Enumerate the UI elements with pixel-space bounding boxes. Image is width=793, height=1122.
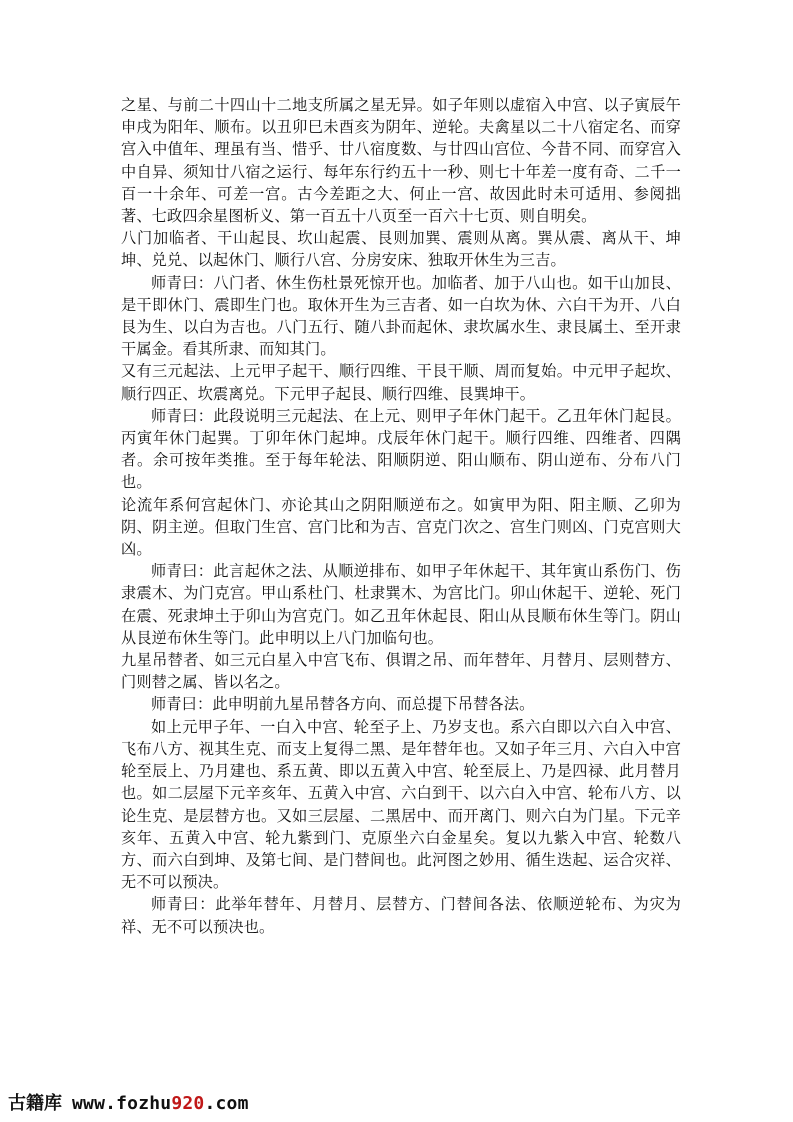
watermark-brand: 古籍库 [8,1093,62,1114]
watermark-url-suffix: .com [204,1093,249,1114]
paragraph-2: 八门加临者、干山起艮、坎山起震、艮则加巽、震则从离。巽从震、离从干、坤坤、兑兑、以起休门、顺行八宫、分房安床、独取开休生为三吉。 [121,229,681,270]
watermark-logo [8,1089,249,1115]
watermark-url-number: 920 [171,1093,205,1114]
watermark-url-prefix: www.fozhu [72,1093,172,1114]
paragraph-7-commentary: 师青曰：此言起休之法、从顺逆排布、如甲子年休起干、其年寅山系伤门、伤隶震木、为门克宫。甲山系杜门、杜隶巽木、为宫比门。卯山休起干、逆轮、死门在震、死隶坤土于卯山为宫克门。如乙丑年休起艮、阳山从艮顺布休生等门。阴山从艮逆布休生等门。此申明以上八门加临句也。 [121,562,681,647]
paragraph-9-commentary: 师青曰：此申明前九星吊替各方向、而总提下吊替各法。 [151,695,535,714]
paragraph-4: 又有三元起法、上元甲子起干、顺行四维、干艮干顺、周而复始。中元甲子起坎、顺行四正、坎震离兑。下元甲子起艮、顺行四维、艮巽坤干。 [121,362,681,403]
paragraph-1: 之星、与前二十四山十二地支所属之星无异。如子年则以虚宿入中宫、以子寅辰午申戌为阳年、顺布。以丑卯巳未酉亥为阴年、逆轮。夫禽星以二十八宿定名、而穿宫入中值年、理虽有当、惜乎、廿八宿度数、与廿四山宫位、今昔不同、而穿宫入中自异、须知廿八宿之运行、每年东行约五十一秒、则七十年差一度有奇、二千一百一十余年、可差一宫。古今差距之大、何止一宫、故因此时未可适用、参阅拙著、七政四余星图析义、第一百五十八页至一百六十七页、则自明矣。 [121,96,681,226]
watermark-url [72,1093,249,1114]
paragraph-11-commentary: 师青曰：此举年替年、月替月、层替方、门替间各法、依顺逆轮布、为灾为祥、无不可以预决也。 [121,895,681,936]
paragraph-8: 九星吊替者、如三元白星入中宫飞布、俱谓之吊、而年替年、月替月、层则替方、门则替之属、皆以名之。 [121,651,681,692]
paragraph-5-commentary: 师青曰：此段说明三元起法、在上元、则甲子年休门起干。乙丑年休门起艮。丙寅年休门起巽。丁卯年休门起坤。戊辰年休门起干。顺行四维、四维者、四隅者。余可按年类推。至于每年轮法、阳顺阴逆、阳山顺布、阴山逆布、分布八门也。 [121,406,681,492]
paragraph-3-commentary: 师青曰：八门者、休生伤杜景死惊开也。加临者、加于八山也。如干山加艮、是干即休门、震即生门也。取休开生为三吉者、如一白坎为休、六白干为开、八白艮为生、以白为吉也。八门五行、随八卦而起休、隶坎属水生、隶艮属土、至开隶干属金。看其所隶、而知其门。 [121,273,681,359]
paragraph-10: 如上元甲子年、一白入中宫、轮至子上、乃岁支也。系六白即以六白入中宫、飞布八方、视其生克、而支上复得二黑、是年替年也。又如子年三月、六白入中宫轮至辰上、乃月建也、系五黄、即以五黄入中宫、轮至辰上、乃是四禄、此月替月也。如二层屋下元辛亥年、五黄入中宫、六白到干、以六白入中宫、轮布八方、以论生克、是层替方也。又如三层屋、二黑居中、而开离门、则六白为门星。下元辛亥年、五黄入中宫、轮九紫到门、克原坐六白金星矣。复以九紫入中宫、轮数八方、而六白到坤、及第七间、是门替间也。此河图之妙用、循生迭起、运合灾祥、无不可以预决。 [121,717,681,892]
paragraph-6: 论流年系何宫起休门、亦论其山之阴阳顺逆布之。如寅甲为阳、阳主顺、乙卯为阴、阴主逆。但取门生宫、宫门比和为吉、宫克门次之、宫生门则凶、门克宫则大凶。 [121,495,681,559]
document-body [121,94,681,938]
